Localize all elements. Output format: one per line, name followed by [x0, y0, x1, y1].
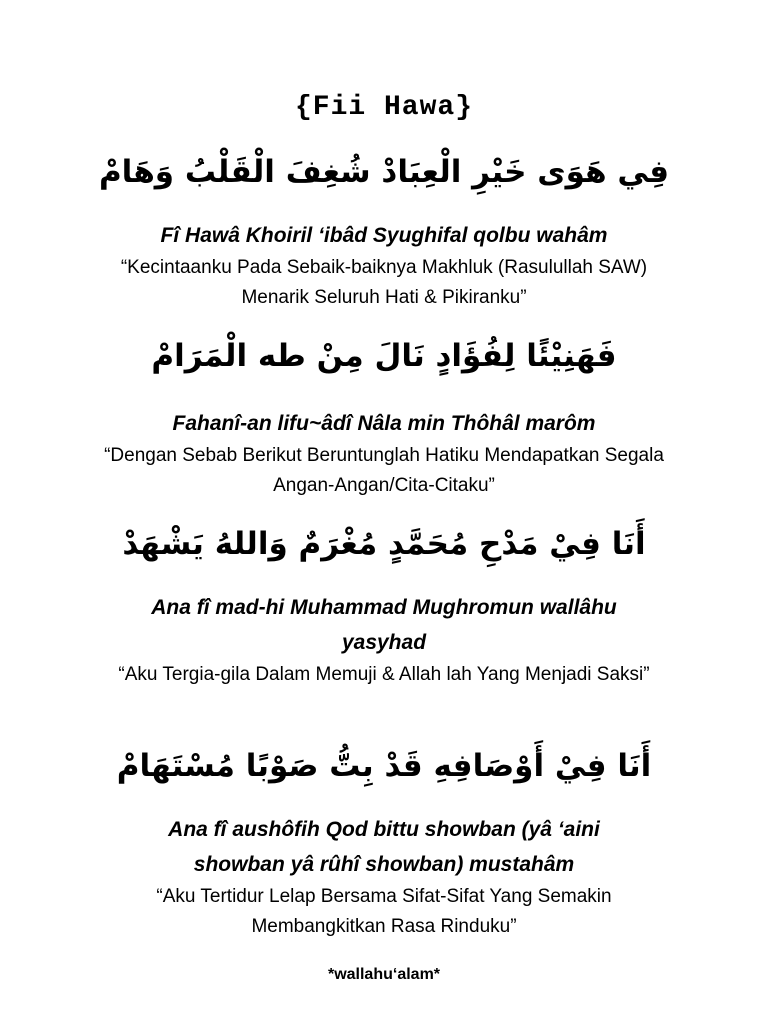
verse-meaning: “Aku Tergia-gila Dalam Memuji & Allah lah Yang Menjadi Saksi” — [118, 664, 650, 685]
verse-meaning: “Kecintaanku Pada Sebaik-baiknya Makhluk (Rasulullah SAW) Menarik Seluruh Hati & Pikiranku” — [120, 257, 648, 308]
verse-transliteration: Fî Hawâ Khoiril ‘ibâd Syughifal qolbu wahâm — [160, 224, 608, 247]
verse-transliteration: Ana fî mad-hi Muhammad Mughromun wallâhu yasyhad — [151, 596, 617, 654]
closing-note: *wallahu‘alam* — [327, 966, 441, 983]
page-title: {Fii Hawa} — [294, 92, 474, 123]
verse-transliteration: Fahanî-an lifu~âdî Nâla min Thôhâl marôm — [172, 412, 596, 435]
verse-1 — [30, 148, 738, 313]
verse-arabic: أَنَا فِيْ مَدْحِ مُحَمَّدٍ مُغْرَمٌ وَاللهُ يَشْهَدْ — [122, 526, 646, 562]
verse-arabic: فَهَنِيْئًا لِفُؤَادٍ نَالَ مِنْ طه الْمَرَامْ — [151, 338, 617, 374]
verse-2 — [30, 332, 738, 501]
verse-arabic: أَنَا فِيْ أَوْصَافِهِ قَدْ بِتُّ صَوْبًا مُسْتَهَامْ — [116, 748, 652, 784]
verse-meaning: “Aku Tertidur Lelap Bersama Sifat-Sifat Yang Semakin Membangkitkan Rasa Rinduku” — [156, 886, 612, 937]
verse-3 — [30, 520, 738, 690]
verse-4 — [30, 742, 738, 942]
verse-arabic: فِي هَوَى خَيْرِ الْعِبَادْ شُغِفَ الْقَلْبُ وَهَامْ — [98, 154, 670, 190]
verse-transliteration: Ana fî aushôfih Qod bittu showban (yâ ‘aini showban yâ rûhî showban) mustahâm — [168, 818, 600, 876]
verse-meaning: “Dengan Sebab Berikut Beruntunglah Hatiku Mendapatkan Segala Angan-Angan/Cita-Citaku” — [104, 445, 664, 496]
